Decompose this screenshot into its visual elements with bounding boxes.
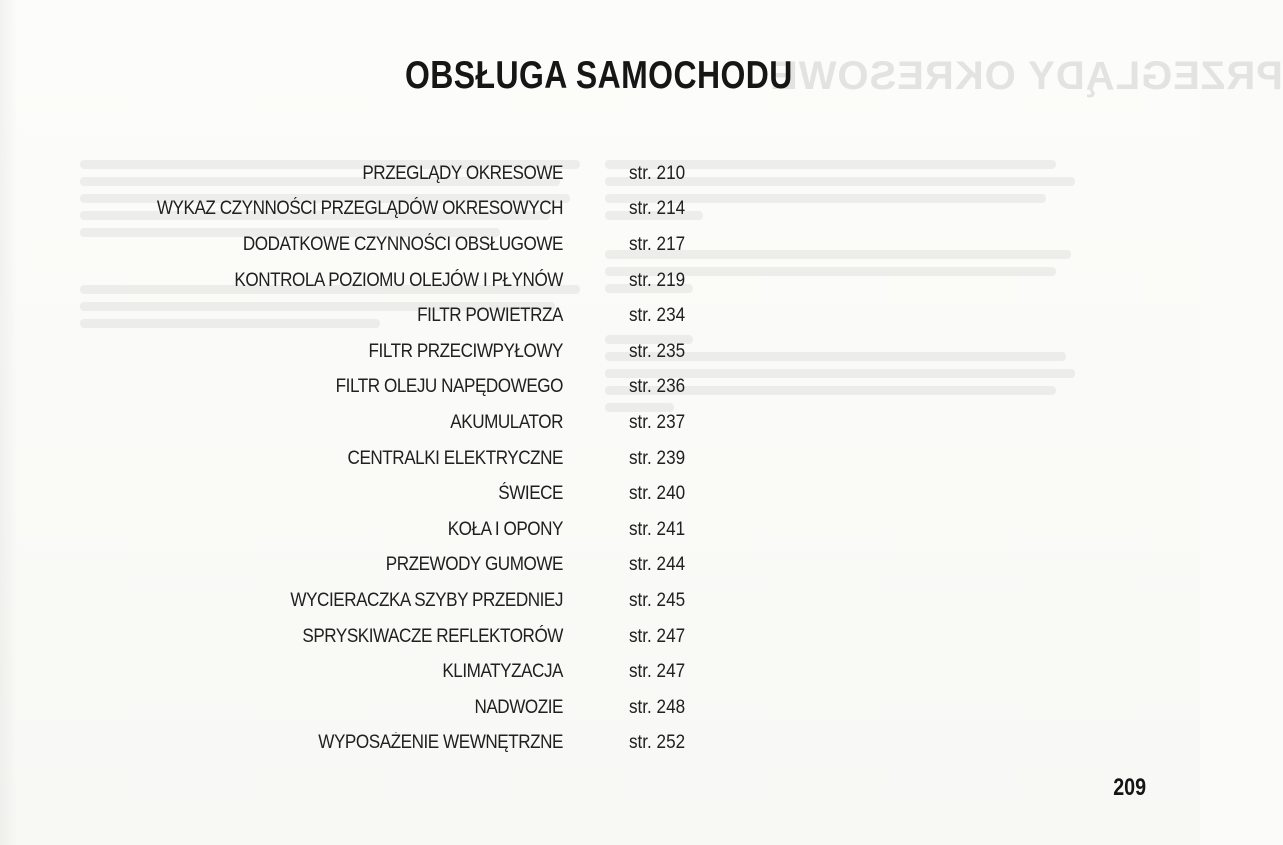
toc-entry-page: str. 248	[629, 696, 686, 718]
toc-entry-page: str. 240	[629, 483, 686, 505]
toc-entry-page: str. 210	[629, 162, 686, 184]
toc-entry-label: SPRYSKIWACZE REFLEKTORÓW	[302, 625, 563, 647]
table-of-contents	[60, 156, 780, 761]
toc-entry-label: FILTR PRZECIWPYŁOWY	[368, 340, 563, 362]
toc-entry-label: WYCIERACZKA SZYBY PRZEDNIEJ	[290, 589, 563, 611]
toc-entry-page: str. 237	[629, 411, 686, 433]
toc-entry-page: str. 234	[629, 305, 686, 327]
toc-entry-page: str. 247	[629, 625, 686, 647]
toc-entry-label: PRZEWODY GUMOWE	[385, 554, 563, 576]
toc-entry-page: str. 235	[629, 340, 686, 362]
page-number: 209	[1113, 774, 1146, 801]
toc-entry-page: str. 239	[629, 447, 686, 469]
toc-row	[60, 619, 780, 655]
toc-row	[60, 583, 780, 619]
toc-row	[60, 726, 780, 762]
toc-entry-label: FILTR OLEJU NAPĘDOWEGO	[335, 376, 563, 398]
toc-entry-page: str. 252	[629, 732, 686, 754]
toc-row	[60, 512, 780, 548]
toc-row	[60, 298, 780, 334]
toc-entry-label: CENTRALKI ELEKTRYCZNE	[347, 447, 563, 469]
toc-entry-page: str. 214	[629, 198, 686, 220]
show-through-title: PRZEGLĄDY OKRESOWE	[770, 54, 1283, 98]
toc-row	[60, 370, 780, 406]
toc-entry-label: PRZEGLĄDY OKRESOWE	[362, 162, 563, 184]
page-edge-shadow	[0, 0, 18, 845]
toc-row	[60, 156, 780, 192]
toc-entry-label: KOŁA I OPONY	[447, 518, 563, 540]
toc-entry-page: str. 241	[629, 518, 686, 540]
page-title: OBSŁUGA SAMOCHODU	[405, 54, 793, 97]
toc-row	[60, 405, 780, 441]
toc-entry-page: str. 245	[629, 589, 686, 611]
toc-entry-label: WYKAZ CZYNNOŚCI PRZEGLĄDÓW OKRESOWYCH	[156, 198, 563, 220]
toc-entry-page: str. 219	[629, 269, 686, 291]
toc-row	[60, 654, 780, 690]
toc-entry-label: DODATKOWE CZYNNOŚCI OBSŁUGOWE	[242, 233, 563, 255]
toc-row	[60, 227, 780, 263]
toc-entry-page: str. 217	[629, 233, 686, 255]
toc-entry-label: WYPOSAŻENIE WEWNĘTRZNE	[318, 732, 563, 754]
toc-entry-label: NADWOZIE	[474, 696, 563, 718]
toc-entry-page: str. 247	[629, 661, 686, 683]
toc-row	[60, 192, 780, 228]
toc-row	[60, 334, 780, 370]
toc-entry-label: FILTR POWIETRZA	[417, 305, 563, 327]
toc-row	[60, 441, 780, 477]
toc-entry-label: KONTROLA POZIOMU OLEJÓW I PŁYNÓW	[234, 269, 563, 291]
toc-entry-label: ŚWIECE	[498, 483, 563, 505]
toc-row	[60, 476, 780, 512]
toc-row	[60, 263, 780, 299]
toc-row	[60, 690, 780, 726]
toc-entry-page: str. 244	[629, 554, 686, 576]
toc-entry-label: AKUMULATOR	[450, 411, 563, 433]
toc-entry-page: str. 236	[629, 376, 686, 398]
toc-entry-label: KLIMATYZACJA	[442, 661, 563, 683]
toc-row	[60, 548, 780, 584]
